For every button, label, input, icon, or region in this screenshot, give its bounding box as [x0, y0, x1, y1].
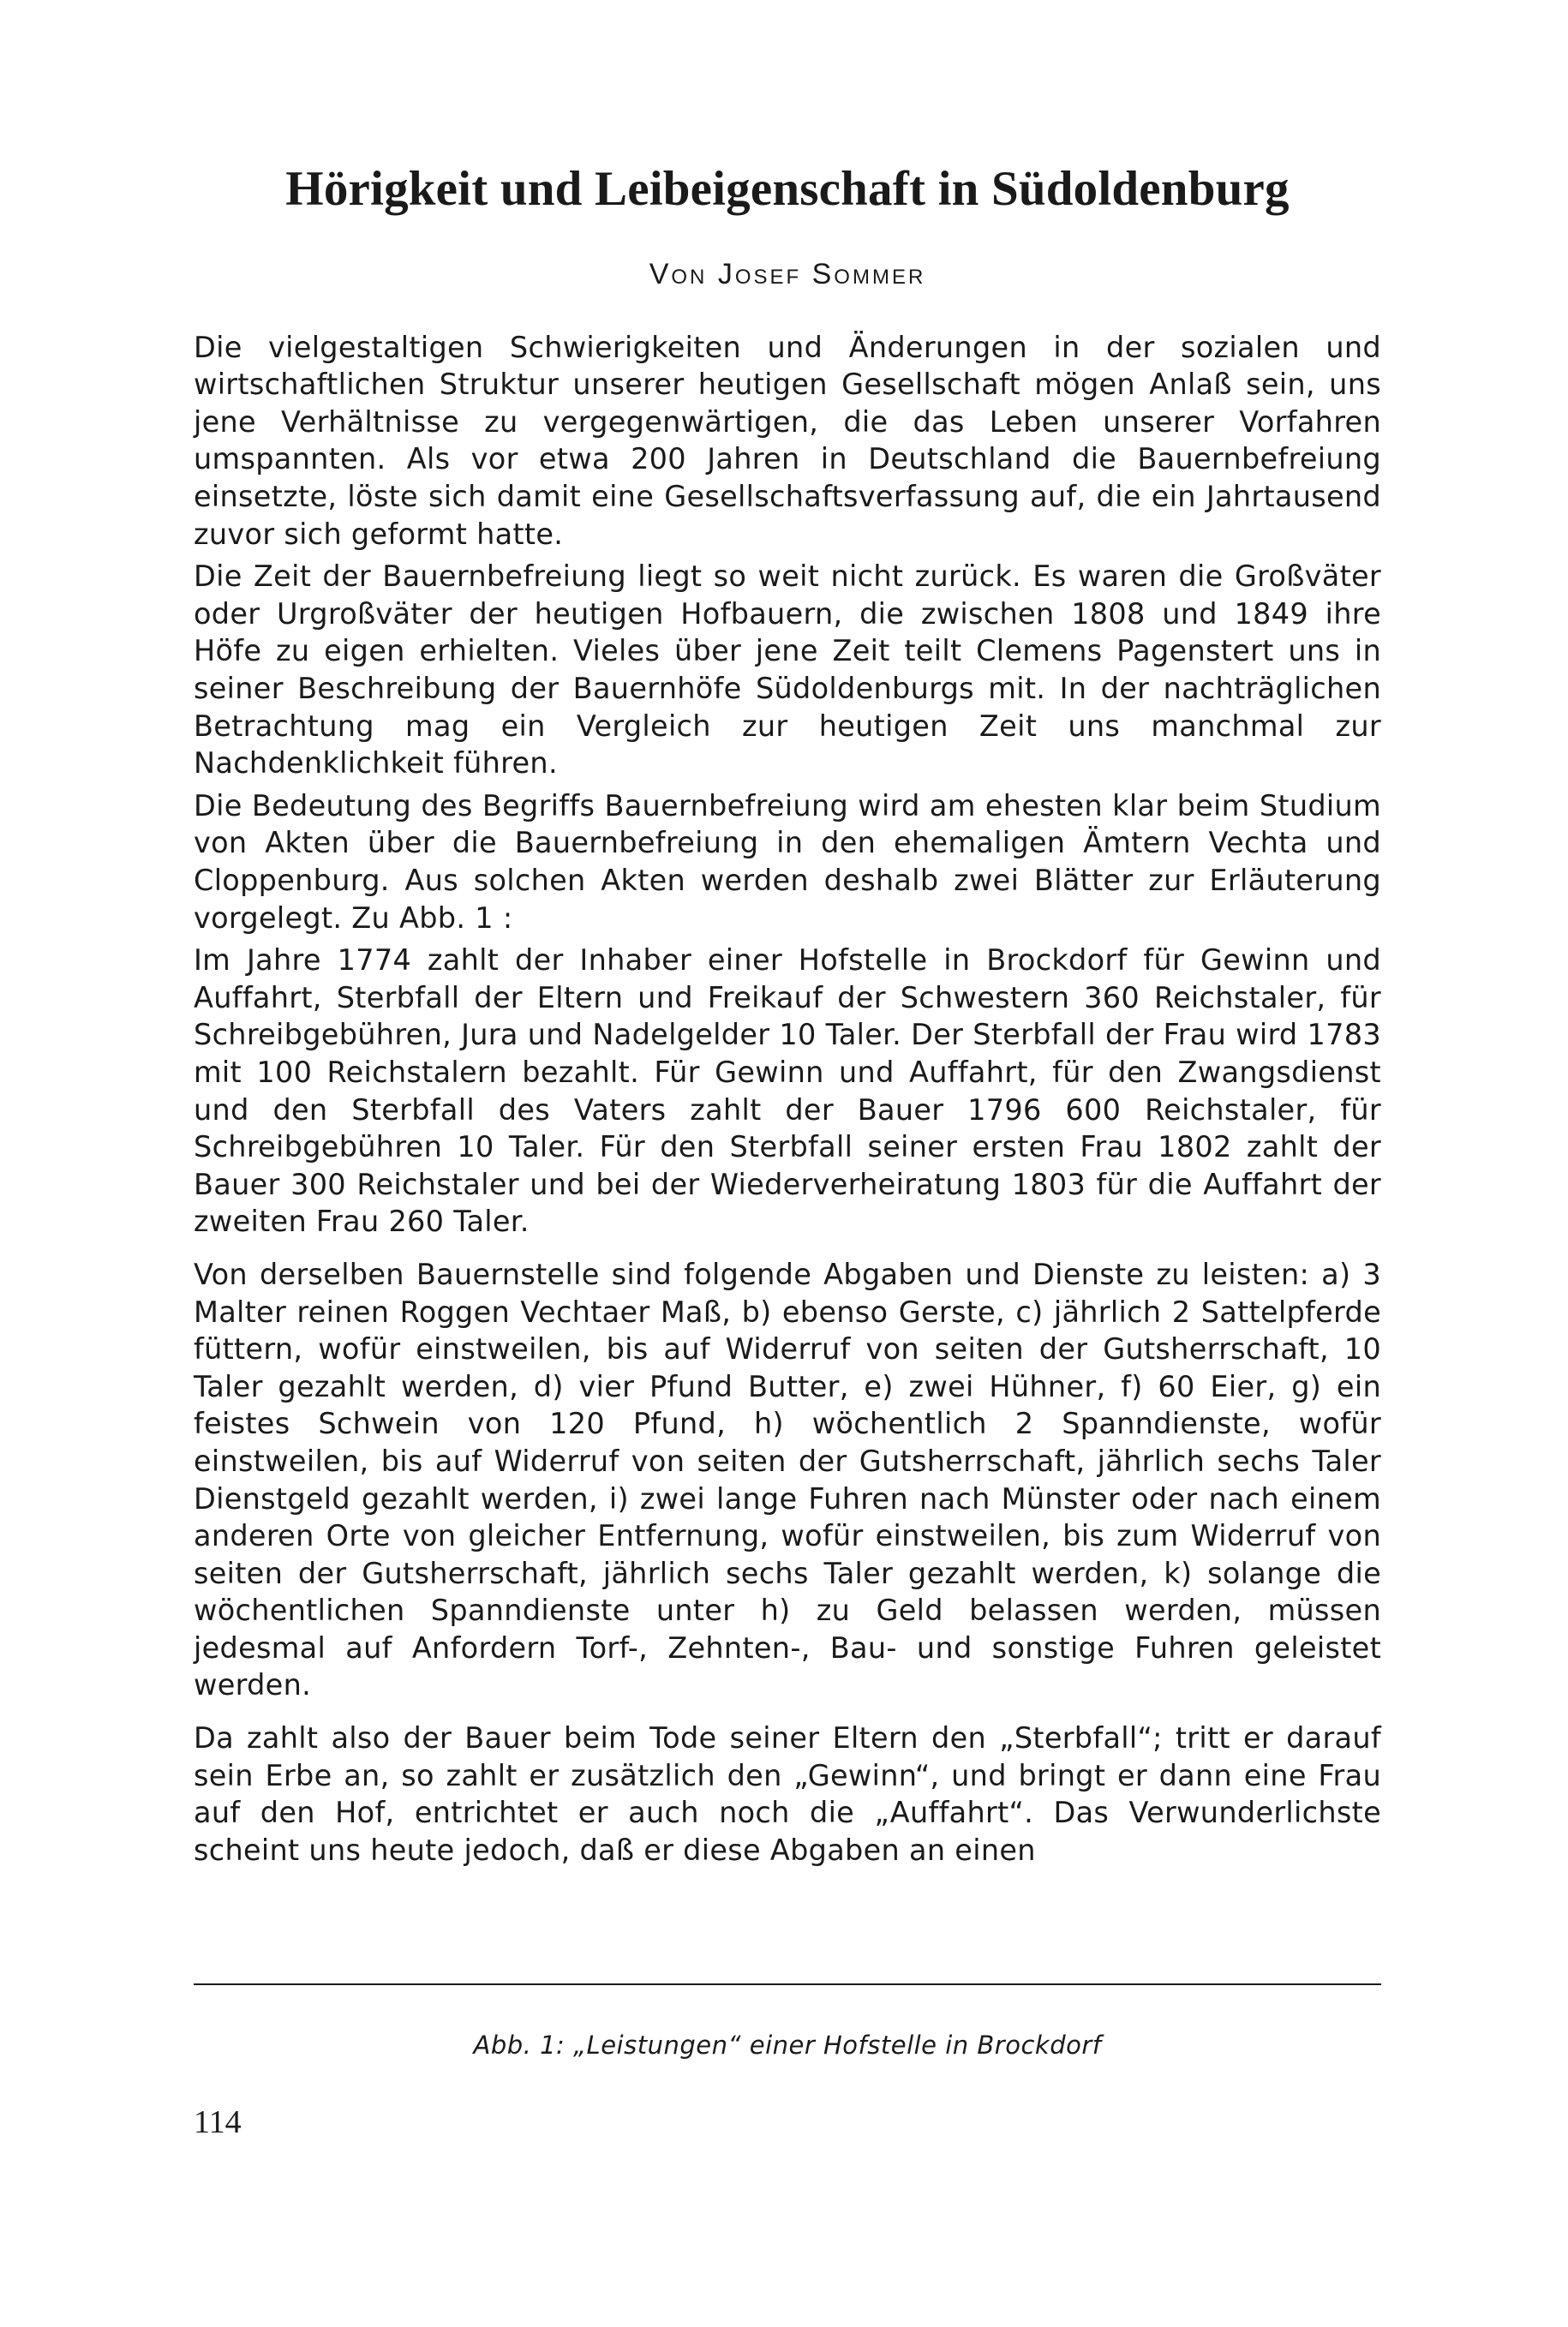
- page-number: 114: [194, 2104, 242, 2140]
- paragraph-payments: Im Jahre 1774 zahlt der Inhaber einer Hofstelle in Brockdorf für Gewinn und Auffahrt, Sterbfall der Eltern und Freikauf der Schwestern 360 Reichstaler, für Schreibgebühren, Jura und Nadelgelder 10 Taler. Der Sterbfall der Frau wird 1783 mit 100 Reichstalern bezahlt. Für Gewinn und Auffahrt, für den Zwangsdienst und den Sterbfall des Vaters zahlt der Bauer 1796 600 Reichstaler, für Schreibgebühren 10 Taler. Für den Sterbfall seiner ersten Frau 1802 zahlt der Bauer 300 Reichstaler und bei der Wiederverheiratung 1803 für die Auffahrt der zweiten Frau 260 Taler.: [194, 943, 1381, 1239]
- paragraph-meaning: Die Bedeutung des Begriffs Bauernbefreiung wird am ehesten klar beim Studium von Akten über die Bauernbefreiung in den ehemaligen Ämtern Vechta und Cloppenburg. Aus solchen Akten werden deshalb zwei Blätter zur Erläuterung vorgelegt. Zu Abb. 1 :: [194, 788, 1381, 935]
- footnote-divider: [194, 1983, 1381, 1987]
- article-title: Hörigkeit und Leibeigenschaft in Südoldenburg: [285, 162, 1290, 216]
- paragraph-conclusion: Da zahlt also der Bauer beim Tode seiner Eltern den „Sterbfall“; tritt er darauf sein Erbe an, so zahlt er zusätzlich den „Gewinn“, und bringt er dann eine Frau auf den Hof, entrichtet er auch noch die „Auffahrt“. Das Verwunderlichste scheint uns heute jedoch, daß er diese Abgaben an einen: [194, 1721, 1381, 1867]
- figure-caption: Abb. 1: „Leistungen“ einer Hofstelle in Brockdorf: [473, 2031, 1102, 2060]
- paragraph-intro: Die vielgestaltigen Schwierigkeiten und Änderungen in der sozialen und wirtschaftlichen Struktur unserer heutigen Gesellschaft mögen Anlaß sein, uns jene Verhältnisse zu vergegenwärtigen, die das Leben unserer Vorfahren umspannten. Als vor etwa 200 Jahren in Deutschland die Bauernbefreiung einsetzte, löste sich damit eine Gesellschaftsverfassung auf, die ein Jahrtausend zuvor sich geformt hatte.: [194, 330, 1381, 551]
- article: [194, 163, 1381, 1874]
- article-author: Von Josef Sommer: [649, 257, 926, 290]
- paragraph-duties: Von derselben Bauernstelle sind folgende Abgaben und Dienste zu leisten: a) 3 Malter reinen Roggen Vechtaer Maß, b) ebenso Gerste, c) jährlich 2 Sattelpferde füttern, wofür einstweilen, bis auf Widerruf von seiten der Gutsherrschaft, 10 Taler gezahlt werden, d) vier Pfund Butter, e) zwei Hühner, f) 60 Eier, g) ein feistes Schwein von 120 Pfund, h) wöchentlich 2 Spanndienste, wofür einstweilen, bis auf Widerruf von seiten der Gutsherrschaft, jährlich sechs Taler Dienstgeld gezahlt werden, i) zwei lange Fuhren nach Münster oder nach einem anderen Orte von gleicher Entfernung, wofür einstweilen, bis zum Widerruf von seiten der Gutsherrschaft, jährlich sechs Taler gezahlt werden, k) solange die wöchentlichen Spanndienste unter h) zu Geld belassen werden, müssen jedesmal auf Anfordern Torf-, Zehnten-, Bau- und sonstige Fuhren geleistet werden.: [194, 1257, 1381, 1702]
- paragraph-period: Die Zeit der Bauernbefreiung liegt so weit nicht zurück. Es waren die Großväter oder Urgroßväter der heutigen Hofbauern, die zwischen 1808 und 1849 ihre Höfe zu eigen erhielten. Vieles über jene Zeit teilt Clemens Pagenstert uns in seiner Beschreibung der Bauernhöfe Südoldenburgs mit. In der nachträglichen Betrachtung mag ein Vergleich zur heutigen Zeit uns manchmal zur Nachdenklichkeit führen.: [194, 559, 1381, 781]
